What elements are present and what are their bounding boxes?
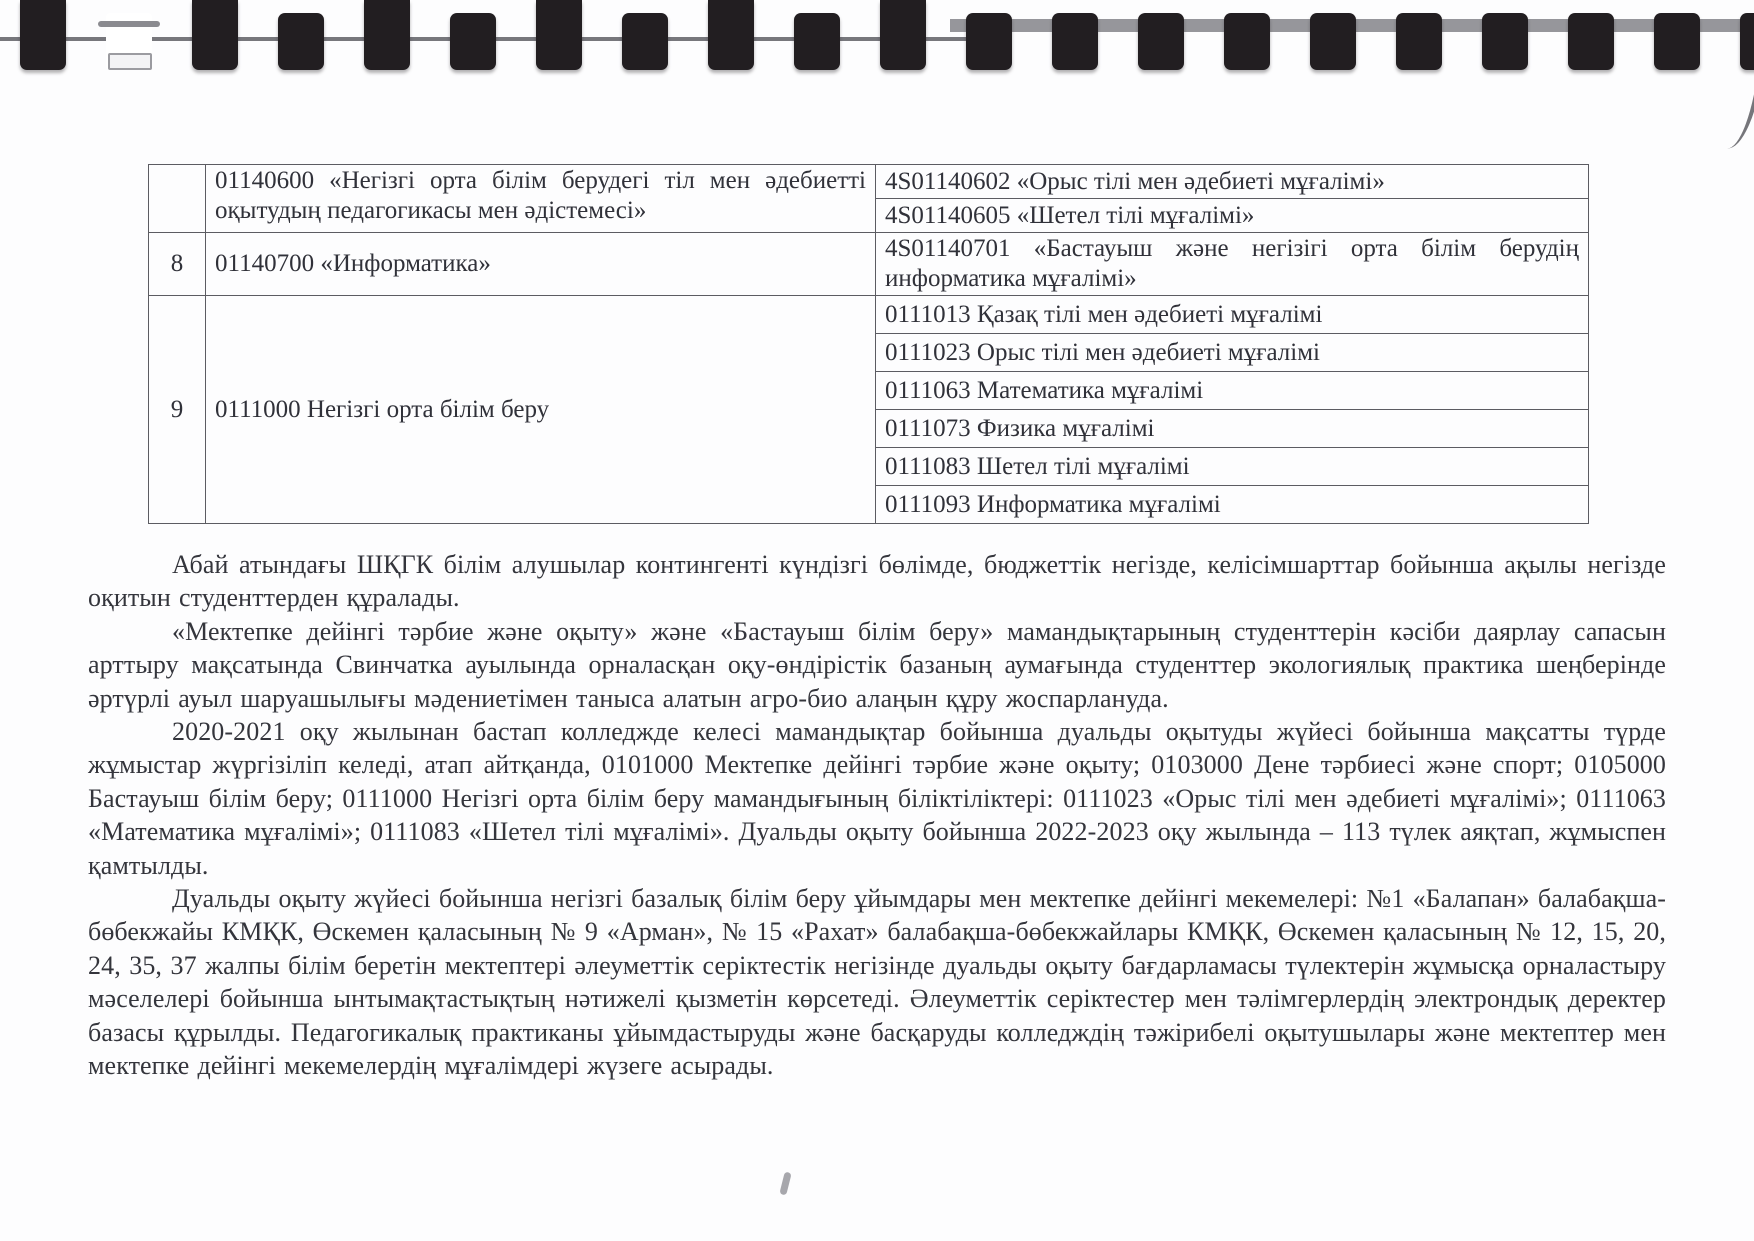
qualification-cell: 0111073 Физика мұғалімі [876,410,1589,448]
specialties-table [148,164,1589,524]
binding-tooth [1740,13,1754,70]
qualification-cell: 0111013 Қазақ тілі мен әдебиеті мұғалімі [876,296,1589,334]
binding-tooth [536,0,582,70]
binding-tooth [1052,13,1098,70]
binding-tooth [1568,13,1614,70]
binding-tooth [794,13,840,70]
qualification-cell: 0111093 Информатика мұғалімі [876,486,1589,524]
paragraph: «Мектепке дейінгі тәрбие және оқыту» және «Бастауыш білім беру» мамандықтарының студенттерін кәсіби даярлау сапасын арттыру мақсатында Свинчатка ауылында орналасқан оқу-өндірістік базаның аумағында студенттер экологиялық практика шеңберінде әртүрлі ауыл шаруашылығы мәдениетімен таныса алатын агро-био алаңын құру жоспарлануда. [88,616,1666,713]
binding-tooth [1138,13,1184,70]
paragraph: Дуальды оқыту жүйесі бойынша негізгі базалық білім беру ұйымдары мен мектепке дейінгі мекемелері: №1 «Балапан» балабақша-бөбекжайы КМҚК, Өскемен қаласының № 9 «Арман», № 15 «Рахат» балабақша-бөбекжайлары КМҚК, Өскемен қаласының № 12, 15, 20, 24, 35, 37 жалпы білім беретін мектептері әлеуметтік серіктестік негізінде дуальды оқыту бағдарламасы түлектерін жұмысқа орналастыру мәселелері бойынша ынтымақтастықтың нәтижелі қызметін көрсетеді. Әлеуметтік серіктестер мен тәлімгерлердің электрондық деректер базасы құрылды. Педагогикалық практиканы ұйымдастыруды және басқаруды колледждің тәжірибелі оқытушылары және мектептер мен мектепке дейінгі мекемелердің мұғалімдері жүзеге асырады. [88,884,1666,1081]
binding-tooth [192,0,238,70]
qualification-cell: 4S01140605 «Шетел тілі мұғалімі» [876,199,1589,233]
specialty-cell: 0111000 Негізгі орта білім беру [206,296,876,524]
row-number-cell: 8 [149,233,206,296]
binding-tooth [278,13,324,70]
qualification-cell: 0111023 Орыс тілі мен әдебиеті мұғалімі [876,334,1589,372]
binding-tooth [364,0,410,70]
binding-tooth [1654,13,1700,70]
specialty-cell: 01140700 «Информатика» [206,233,876,296]
binding-tooth [106,13,152,70]
comb-binding [0,0,1754,84]
binding-tooth [966,13,1012,70]
binding-tooth [450,13,496,70]
binding-tooth [880,0,926,70]
paragraph: 2020-2021 оқу жылынан бастап колледжде келесі мамандықтар бойынша дуальды оқытуды жүйесі бойынша мақсатты түрде жұмыстар жүргізіліп келеді, атап айтқанда, 0101000 Мектепке дейінгі тәрбие және оқыту; 0103000 Дене тәрбиесі және спорт; 0105000 Бастауыш білім беру; 0111000 Негізгі орта білім беру мамандығының біліктіліктері: 0111023 «Орыс тілі мен әдебиеті мұғалімі»; 0111063 «Математика мұғалімі»; 0111083 «Шетел тілі мұғалімі». Дуальды оқыту бойынша 2022-2023 оқу жылында – 113 түлек аяқтап, жұмыспен қамтылды. [88,717,1666,880]
binding-tooth [622,13,668,70]
paragraph: Абай атындағы ШҚГК білім алушылар контингенті күндізгі бөлімде, бюджеттік негізде, келісімшарттар бойынша ақылы негізде оқитын студенттерден құралады. [88,550,1666,613]
qualification-cell: 0111083 Шетел тілі мұғалімі [876,448,1589,486]
table-row [149,165,1589,199]
table-row [149,296,1589,334]
table-row [149,233,1589,296]
binding-tooth [708,0,754,70]
specialty-cell: 01140600 «Негізгі орта білім берудегі тіл мен әдебиетті оқытудың педагогикасы мен әдістемесі» [206,165,876,233]
qualification-cell: 0111063 Математика мұғалімі [876,372,1589,410]
stray-pen-mark [779,1171,791,1195]
binding-tooth [1224,13,1270,70]
qualification-cell: 4S01140602 «Орыс тілі мен әдебиеті мұғалімі» [876,165,1589,199]
body-text [88,548,1666,1083]
row-number-cell [149,165,206,233]
binding-tooth [1310,13,1356,70]
row-number-cell: 9 [149,296,206,524]
binding-tooth [1396,13,1442,70]
qualification-cell: 4S01140701 «Бастауыш және негізігі орта білім берудің информатика мұғалімі» [876,233,1589,296]
binding-tooth [1482,13,1528,70]
binding-tooth [20,0,66,70]
